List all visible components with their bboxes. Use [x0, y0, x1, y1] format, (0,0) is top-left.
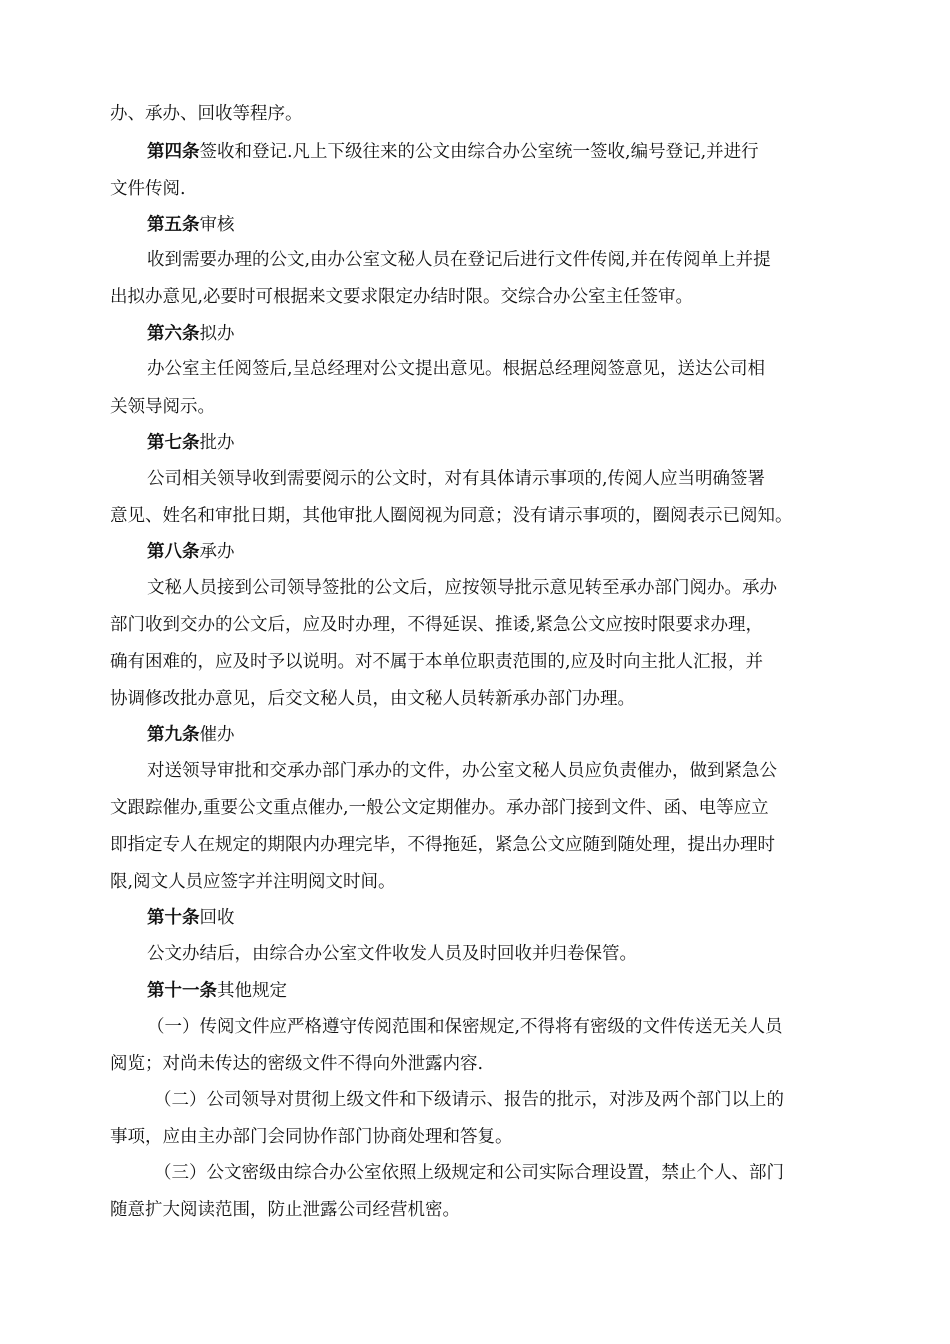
text-line: 限,阅文人员应签字并注明阅文时间。 — [110, 872, 396, 892]
article-number: 第十条 — [147, 908, 200, 928]
text-line: 意见、姓名和审批日期，其他审批人圈阅视为同意；没有请示事项的，圈阅表示已阅知。 — [110, 506, 793, 526]
text-line: 即指定专人在规定的期限内办理完毕，不得拖延，紧急公文应随到随处理，提出办理时 — [110, 835, 775, 855]
text-line: 部门收到交办的公文后，应及时办理，不得延误、推诿,紧急公文应按时限要求办理， — [110, 615, 764, 635]
text-line: 办公室主任阅签后,呈总经理对公文提出意见。根据总经理阅签意见，送达公司相 — [147, 359, 766, 379]
article-number: 第八条 — [147, 542, 200, 562]
text-line: 公文办结后，由综合办公室文件收发人员及时回收并归卷保管。 — [147, 944, 637, 964]
text-line: 阅览；对尚未传达的密级文件不得向外泄露内容. — [110, 1054, 484, 1074]
text-line: 文秘人员接到公司领导签批的公文后，应按领导批示意见转至承办部门阅办。承办 — [147, 578, 777, 598]
text-line: 公司相关领导收到需要阅示的公文时，对有具体请示事项的,传阅人应当明确签署 — [147, 469, 766, 489]
article-number: 第五条 — [147, 215, 200, 235]
text-line: 确有困难的，应及时予以说明。对不属于本单位职责范围的,应及时向主批人汇报，并 — [110, 652, 764, 672]
article-number: 第四条 — [147, 142, 200, 162]
text-line: 协调修改批办意见，后交文秘人员，由文秘人员转新承办部门办理。 — [110, 689, 635, 709]
text-line: 随意扩大阅读范围，防止泄露公司经营机密。 — [110, 1200, 460, 1220]
article-9-heading: 第九条催办 — [147, 725, 235, 745]
article-11-heading: 第十一条其他规定 — [147, 981, 287, 1001]
article-10-heading: 第十条回收 — [147, 908, 235, 928]
text-line: 对送领导审批和交承办部门承办的文件，办公室文秘人员应负责催办，做到紧急公 — [147, 761, 777, 781]
article-number: 第九条 — [147, 725, 200, 745]
text-line: 关领导阅示。 — [110, 397, 215, 417]
text-line: 文件传阅. — [110, 179, 186, 199]
text-line: （三）公文密级由综合办公室依照上级规定和公司实际合理设置，禁止个人、部门 — [154, 1163, 784, 1183]
text-line: 文跟踪催办,重要公文重点催办,一般公文定期催办。承办部门接到文件、函、电等应立 — [110, 798, 769, 818]
text-line: （二）公司领导对贯彻上级文件和下级请示、报告的批示，对涉及两个部门以上的 — [154, 1090, 784, 1110]
text-line: 办、承办、回收等程序。 — [110, 104, 303, 124]
article-4-heading: 第四条签收和登记.凡上下级往来的公文由综合办公室统一签收,编号登记,并进行 — [147, 142, 759, 162]
article-5-heading: 第五条审核 — [147, 215, 235, 235]
article-number: 第十一条 — [147, 981, 217, 1001]
article-8-heading: 第八条承办 — [147, 542, 235, 562]
article-6-heading: 第六条拟办 — [147, 324, 235, 344]
text-line: （一）传阅文件应严格遵守传阅范围和保密规定,不得将有密级的文件传送无关人员 — [147, 1017, 783, 1037]
article-number: 第六条 — [147, 324, 200, 344]
article-7-heading: 第七条批办 — [147, 433, 235, 453]
text-line: 出拟办意见,必要时可根据来文要求限定办结时限。交综合办公室主任签审。 — [110, 287, 694, 307]
article-number: 第七条 — [147, 433, 200, 453]
text-line: 收到需要办理的公文,由办公室文秘人员在登记后进行文件传阅,并在传阅单上并提 — [147, 250, 771, 270]
text-line: 事项，应由主办部门会同协作部门协商处理和答复。 — [110, 1127, 513, 1147]
